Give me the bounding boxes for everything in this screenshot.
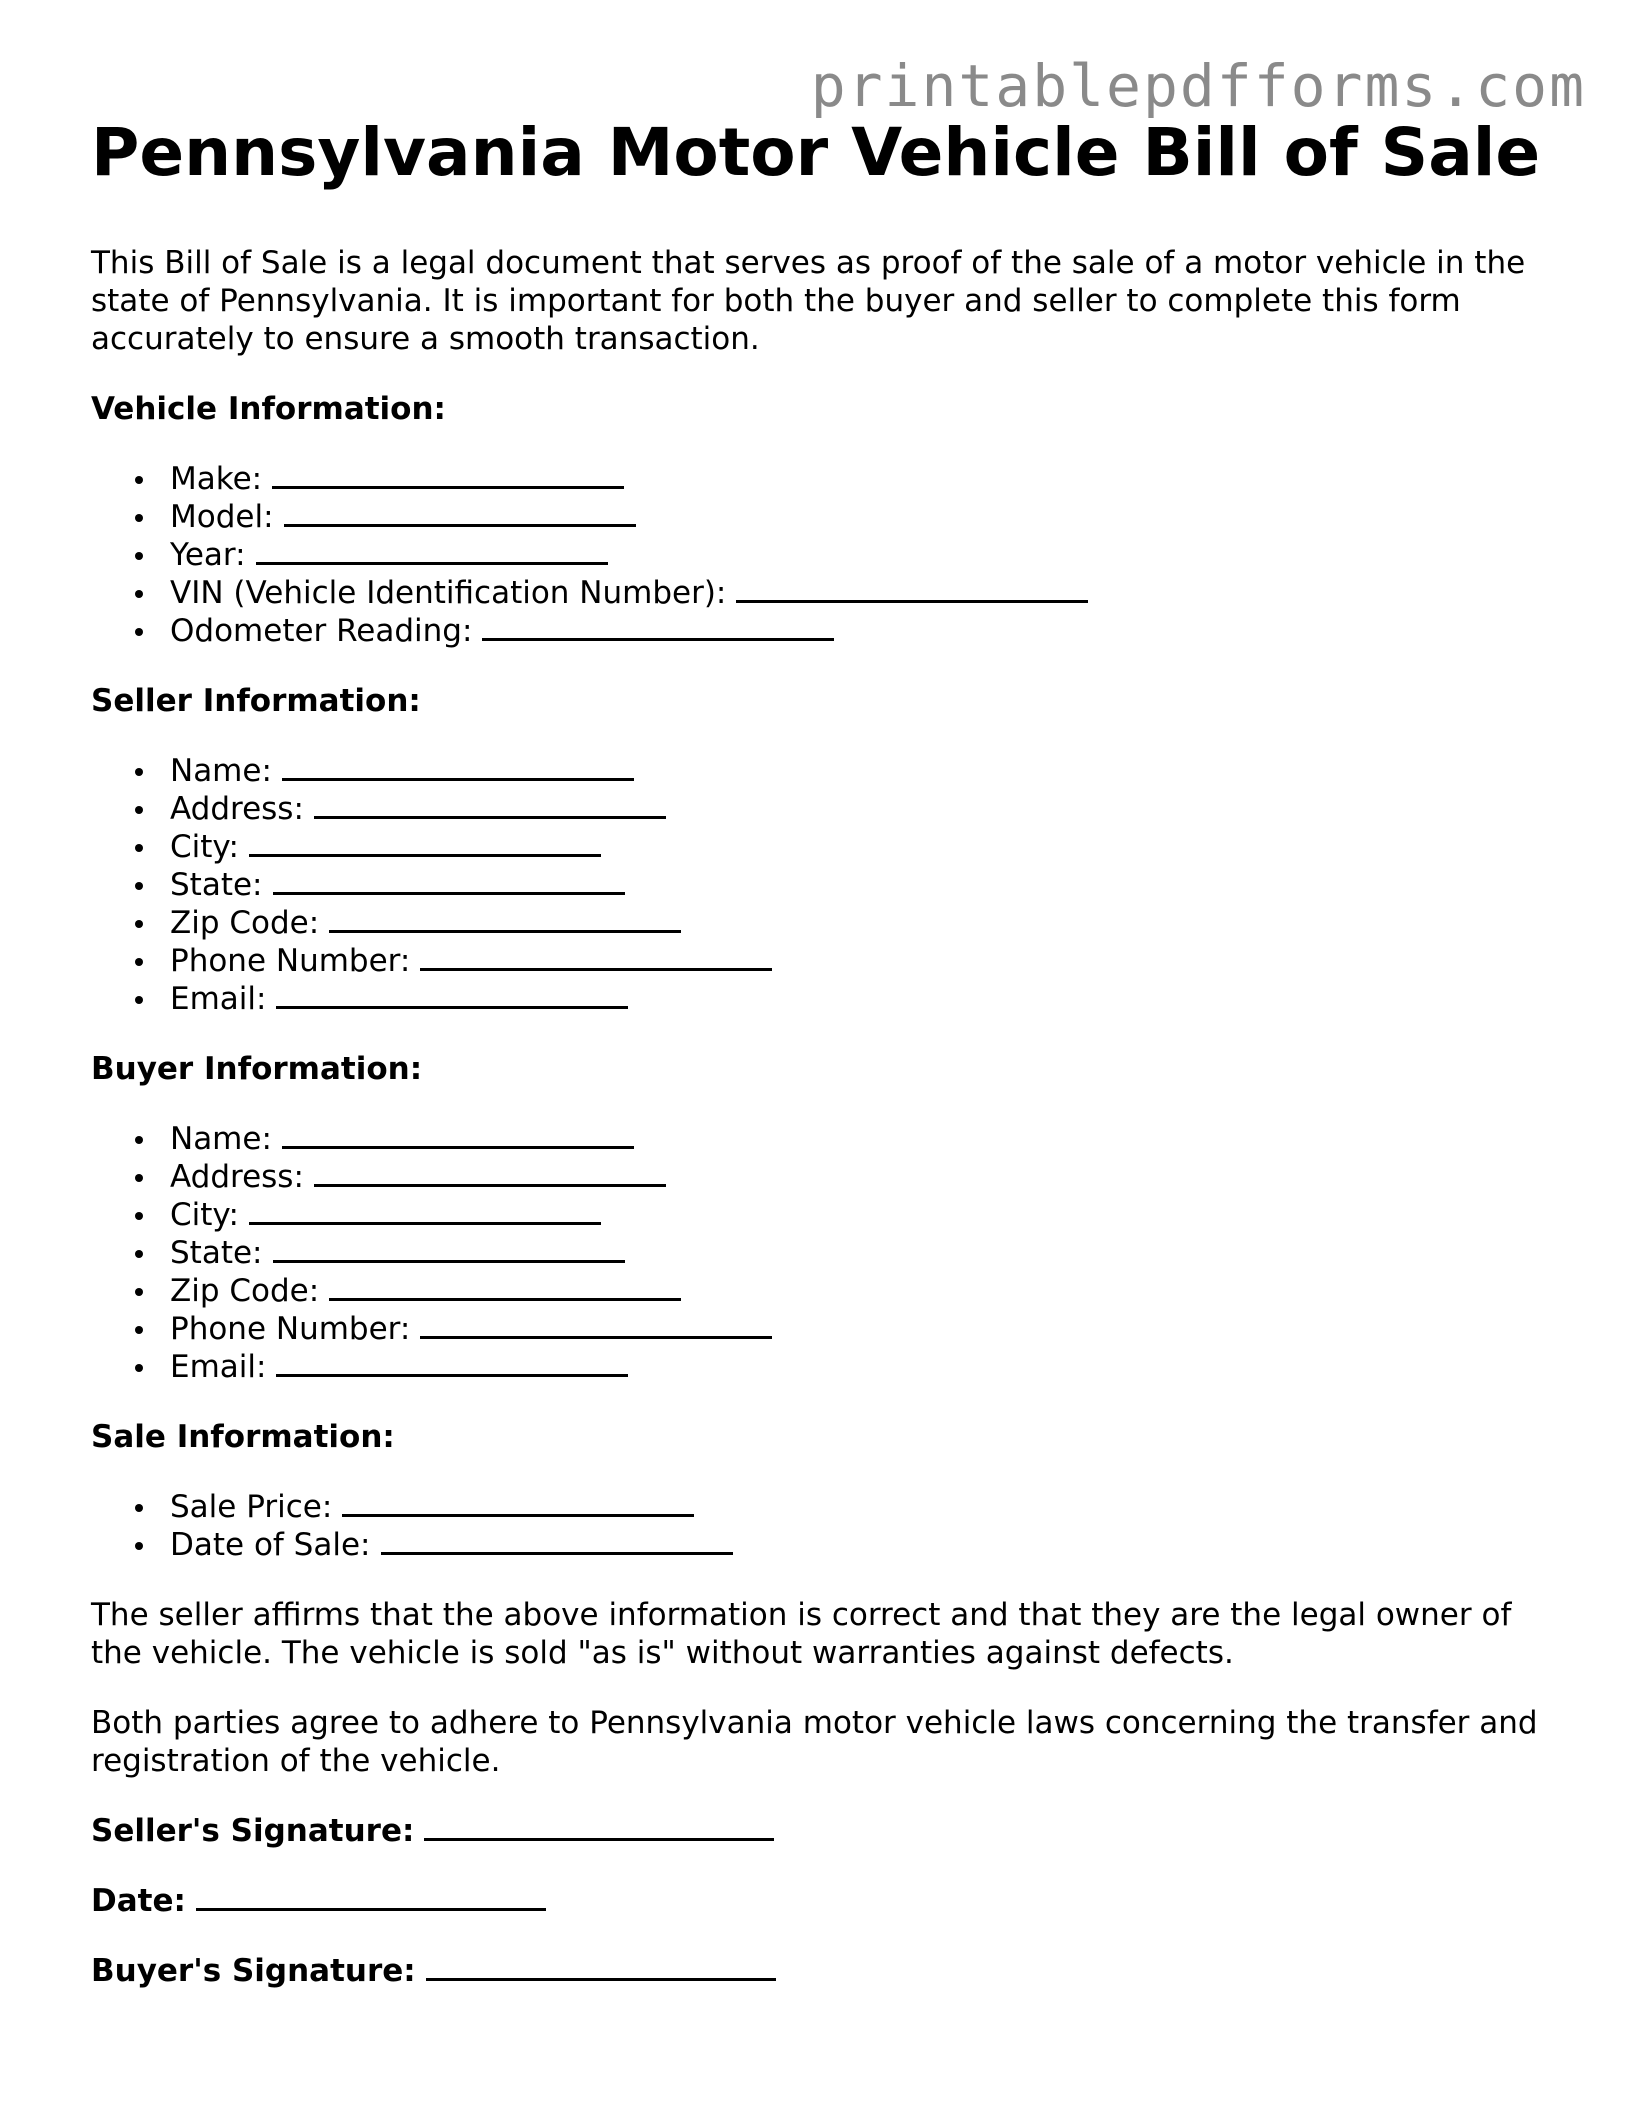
seller-address-field [170,790,1561,828]
buyer-section-heading: Buyer Information: [91,1051,423,1087]
buyer-signature-blank[interactable] [426,1952,776,1981]
date-label: Date: [91,1883,186,1919]
buyer-signature-line [91,1952,1561,1990]
seller-email-field [170,980,1561,1018]
buyer-name-field [170,1120,1561,1158]
field-label: Phone Number: [170,943,411,979]
field-label: Make: [170,461,263,497]
buyer-zip-blank[interactable] [329,1272,681,1301]
buyer-state-blank[interactable] [273,1234,625,1263]
buyer-email-field [170,1348,1561,1386]
seller-fields-list [91,752,1561,1018]
seller-address-blank[interactable] [314,790,666,819]
seller-email-blank[interactable] [276,980,628,1009]
seller-signature-blank[interactable] [424,1812,774,1841]
intro-paragraph: This Bill of Sale is a legal document that serves as proof of the sale of a motor vehicle in the state of Pennsylvania. It is important for both the buyer and seller to complete this form accurately to ensure a smooth transaction. [91,245,1526,357]
date-line [91,1882,1561,1920]
buyer-phone-blank[interactable] [420,1310,772,1339]
vehicle-model-field [170,498,1561,536]
odometer-blank[interactable] [482,612,834,641]
sale-fields-list [91,1488,1561,1564]
buyer-address-blank[interactable] [314,1158,666,1187]
seller-section-heading: Seller Information: [91,683,421,719]
buyer-zip-field [170,1272,1561,1310]
field-label: Zip Code: [170,905,320,941]
seller-zip-blank[interactable] [329,904,681,933]
seller-state-field [170,866,1561,904]
vehicle-section-heading: Vehicle Information: [91,391,446,427]
field-label: City: [170,829,239,865]
field-label: Email: [170,1349,267,1385]
sale-section-heading: Sale Information: [91,1419,395,1455]
make-blank[interactable] [272,460,624,489]
field-label: Sale Price: [170,1489,333,1525]
document-page [91,112,1561,1990]
field-label: City: [170,1197,239,1233]
seller-state-blank[interactable] [273,866,625,895]
vehicle-odometer-field [170,612,1561,650]
affirmation-paragraph: The seller affirms that the above information is correct and that they are the legal owner of the vehicle. The vehicle is sold "as is" without warranties against defects. [91,1597,1512,1671]
document-title: Pennsylvania Motor Vehicle Bill of Sale [91,114,1541,191]
buyer-name-blank[interactable] [282,1120,634,1149]
field-label: State: [170,867,263,903]
vehicle-year-field [170,536,1561,574]
sale-price-blank[interactable] [342,1488,694,1517]
sale-price-field [170,1488,1561,1526]
field-label: Model: [170,499,274,535]
field-label: Name: [170,753,272,789]
field-label: Date of Sale: [170,1527,371,1563]
sale-date-field [170,1526,1561,1564]
seller-name-field [170,752,1561,790]
sale-date-blank[interactable] [381,1526,733,1555]
seller-name-blank[interactable] [282,752,634,781]
buyer-fields-list [91,1120,1561,1386]
model-blank[interactable] [284,498,636,527]
watermark: printablepdfforms.com [810,52,1586,120]
field-label: VIN (Vehicle Identification Number): [170,575,727,611]
field-label: Address: [170,1159,304,1195]
buyer-email-blank[interactable] [276,1348,628,1377]
field-label: Year: [170,537,246,573]
seller-zip-field [170,904,1561,942]
buyer-city-blank[interactable] [249,1196,601,1225]
buyer-phone-field [170,1310,1561,1348]
seller-city-blank[interactable] [249,828,601,857]
field-label: State: [170,1235,263,1271]
vehicle-vin-field [170,574,1561,612]
vin-blank[interactable] [736,574,1088,603]
field-label: Odometer Reading: [170,613,473,649]
seller-signature-label: Seller's Signature: [91,1813,415,1849]
buyer-address-field [170,1158,1561,1196]
buyer-city-field [170,1196,1561,1234]
seller-city-field [170,828,1561,866]
seller-signature-line [91,1812,1561,1850]
buyer-state-field [170,1234,1561,1272]
field-label: Email: [170,981,267,1017]
seller-phone-blank[interactable] [420,942,772,971]
vehicle-fields-list [91,460,1561,650]
buyer-signature-label: Buyer's Signature: [91,1953,416,1989]
date-blank[interactable] [196,1882,546,1911]
seller-phone-field [170,942,1561,980]
field-label: Zip Code: [170,1273,320,1309]
field-label: Name: [170,1121,272,1157]
agreement-paragraph: Both parties agree to adhere to Pennsylvania motor vehicle laws concerning the transfer and registration of the vehicle. [91,1705,1538,1779]
year-blank[interactable] [256,536,608,565]
vehicle-make-field [170,460,1561,498]
field-label: Address: [170,791,304,827]
field-label: Phone Number: [170,1311,411,1347]
